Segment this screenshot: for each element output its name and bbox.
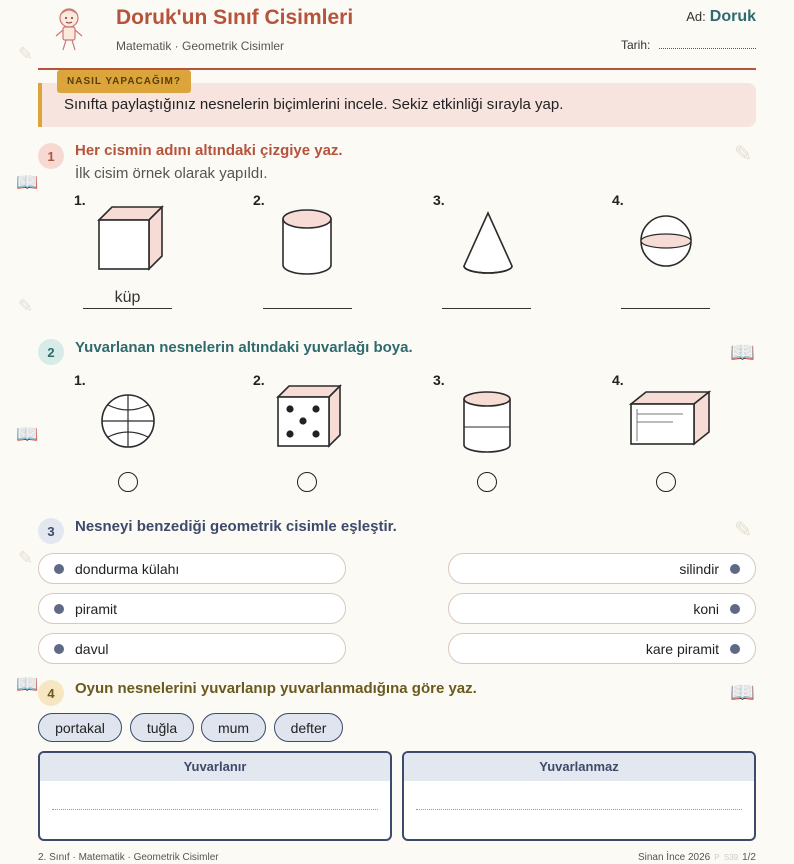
answer-line[interactable]	[442, 308, 531, 309]
pencil-doodle-icon: ✎	[18, 44, 34, 65]
sphere-icon	[638, 213, 694, 269]
writing-line[interactable]	[52, 809, 378, 810]
match-item-left[interactable]	[38, 553, 346, 584]
match-label: davul	[75, 641, 109, 657]
match-item-left[interactable]	[38, 633, 346, 664]
match-label: dondurma külahı	[75, 561, 180, 577]
answer-circle[interactable]	[297, 472, 317, 492]
pencil-doodle-icon: ✎	[18, 296, 34, 317]
pencil-doodle-icon: ✎	[18, 548, 34, 569]
book-doodle-icon: 📖	[730, 680, 755, 704]
pencil-doodle-icon: ✎	[734, 518, 753, 543]
answer-circle[interactable]	[477, 472, 497, 492]
match-item-right[interactable]	[448, 553, 756, 584]
section-number: 3	[38, 518, 64, 544]
section-number: 4	[38, 680, 64, 706]
match-item-right[interactable]	[448, 593, 756, 624]
drum-icon	[461, 389, 513, 455]
word-chip[interactable]: portakal	[38, 713, 122, 742]
word-chip[interactable]: defter	[274, 713, 343, 742]
match-label: koni	[693, 601, 719, 617]
match-item-right[interactable]	[448, 633, 756, 664]
match-dot[interactable]	[54, 604, 64, 614]
name-value: Doruk	[709, 8, 756, 25]
instruction-tag: NASIL YAPACAĞIM?	[57, 70, 191, 93]
section-number: 1	[38, 143, 64, 169]
cylinder-icon	[280, 207, 334, 277]
section-title: Oyun nesnelerini yuvarlanıp yuvarlanmadığına göre yaz.	[75, 680, 477, 697]
answer-line[interactable]	[621, 308, 710, 309]
name-field	[686, 8, 756, 26]
page-title: Doruk'un Sınıf Cisimleri	[116, 6, 354, 29]
sort-box-header: Yuvarlanır	[40, 753, 390, 781]
word-chip[interactable]: mum	[201, 713, 266, 742]
section-title: Her cismin adını altındaki çizgiye yaz.	[75, 142, 343, 159]
sort-box-rolls[interactable]	[38, 751, 392, 841]
section-subtitle: İlk cisim örnek olarak yapıldı.	[75, 165, 268, 182]
dice-icon	[275, 383, 343, 449]
box-icon	[628, 389, 712, 447]
page-number: 1/2	[742, 852, 756, 863]
date-field[interactable]	[659, 48, 756, 49]
cube-icon	[96, 204, 164, 272]
ball-icon	[100, 393, 156, 449]
book-doodle-icon: 📖	[16, 674, 39, 695]
match-dot[interactable]	[54, 564, 64, 574]
match-item-left[interactable]	[38, 593, 346, 624]
match-dot[interactable]	[730, 604, 740, 614]
match-dot[interactable]	[730, 644, 740, 654]
footer-course: 2. Sınıf · Matematik · Geometrik Cisimler	[38, 852, 219, 863]
match-label: silindir	[679, 561, 719, 577]
date-label: Tarih:	[621, 38, 651, 52]
answer-text: küp	[114, 289, 141, 306]
item-number: 4.	[612, 192, 624, 208]
item-number: 3.	[433, 192, 445, 208]
book-doodle-icon: 📖	[16, 424, 39, 445]
word-chip[interactable]: tuğla	[130, 713, 194, 742]
item-number: 3.	[433, 372, 445, 388]
pencil-doodle-icon: ✎	[734, 142, 753, 167]
child-mascot-icon	[52, 6, 86, 52]
footer-author: Sinan İnce 2026	[637, 852, 711, 863]
answer-circle[interactable]	[118, 472, 138, 492]
item-number: 1.	[74, 192, 86, 208]
answer-line[interactable]	[263, 308, 352, 309]
page-subtitle: Matematik · Geometrik Cisimler	[116, 39, 285, 53]
match-dot[interactable]	[54, 644, 64, 654]
item-number: 2.	[253, 192, 265, 208]
match-dot[interactable]	[730, 564, 740, 574]
book-doodle-icon: 📖	[16, 172, 39, 193]
signature-mark-icon: P S39	[714, 853, 739, 862]
item-number: 4.	[612, 372, 624, 388]
item-number: 2.	[253, 372, 265, 388]
match-label: piramit	[75, 601, 118, 617]
section-title: Yuvarlanan nesnelerin altındaki yuvarlağı boya.	[75, 339, 413, 356]
writing-line[interactable]	[416, 809, 742, 810]
match-label: kare piramit	[645, 641, 719, 657]
item-number: 1.	[74, 372, 86, 388]
answer-line[interactable]	[83, 308, 172, 309]
book-doodle-icon: 📖	[730, 340, 755, 364]
cone-icon	[460, 210, 516, 276]
sort-box-not-rolls[interactable]	[402, 751, 756, 841]
section-title: Nesneyi benzediği geometrik cisimle eşleştir.	[75, 518, 397, 535]
sort-box-header: Yuvarlanmaz	[404, 753, 754, 781]
section-number: 2	[38, 339, 64, 365]
answer-circle[interactable]	[656, 472, 676, 492]
footer-info	[638, 852, 756, 863]
instruction-text: Sınıfta paylaştığınız nesnelerin biçimlerini incele. Sekiz etkinliği sırayla yap.	[64, 96, 564, 113]
name-label: Ad:	[686, 9, 706, 24]
